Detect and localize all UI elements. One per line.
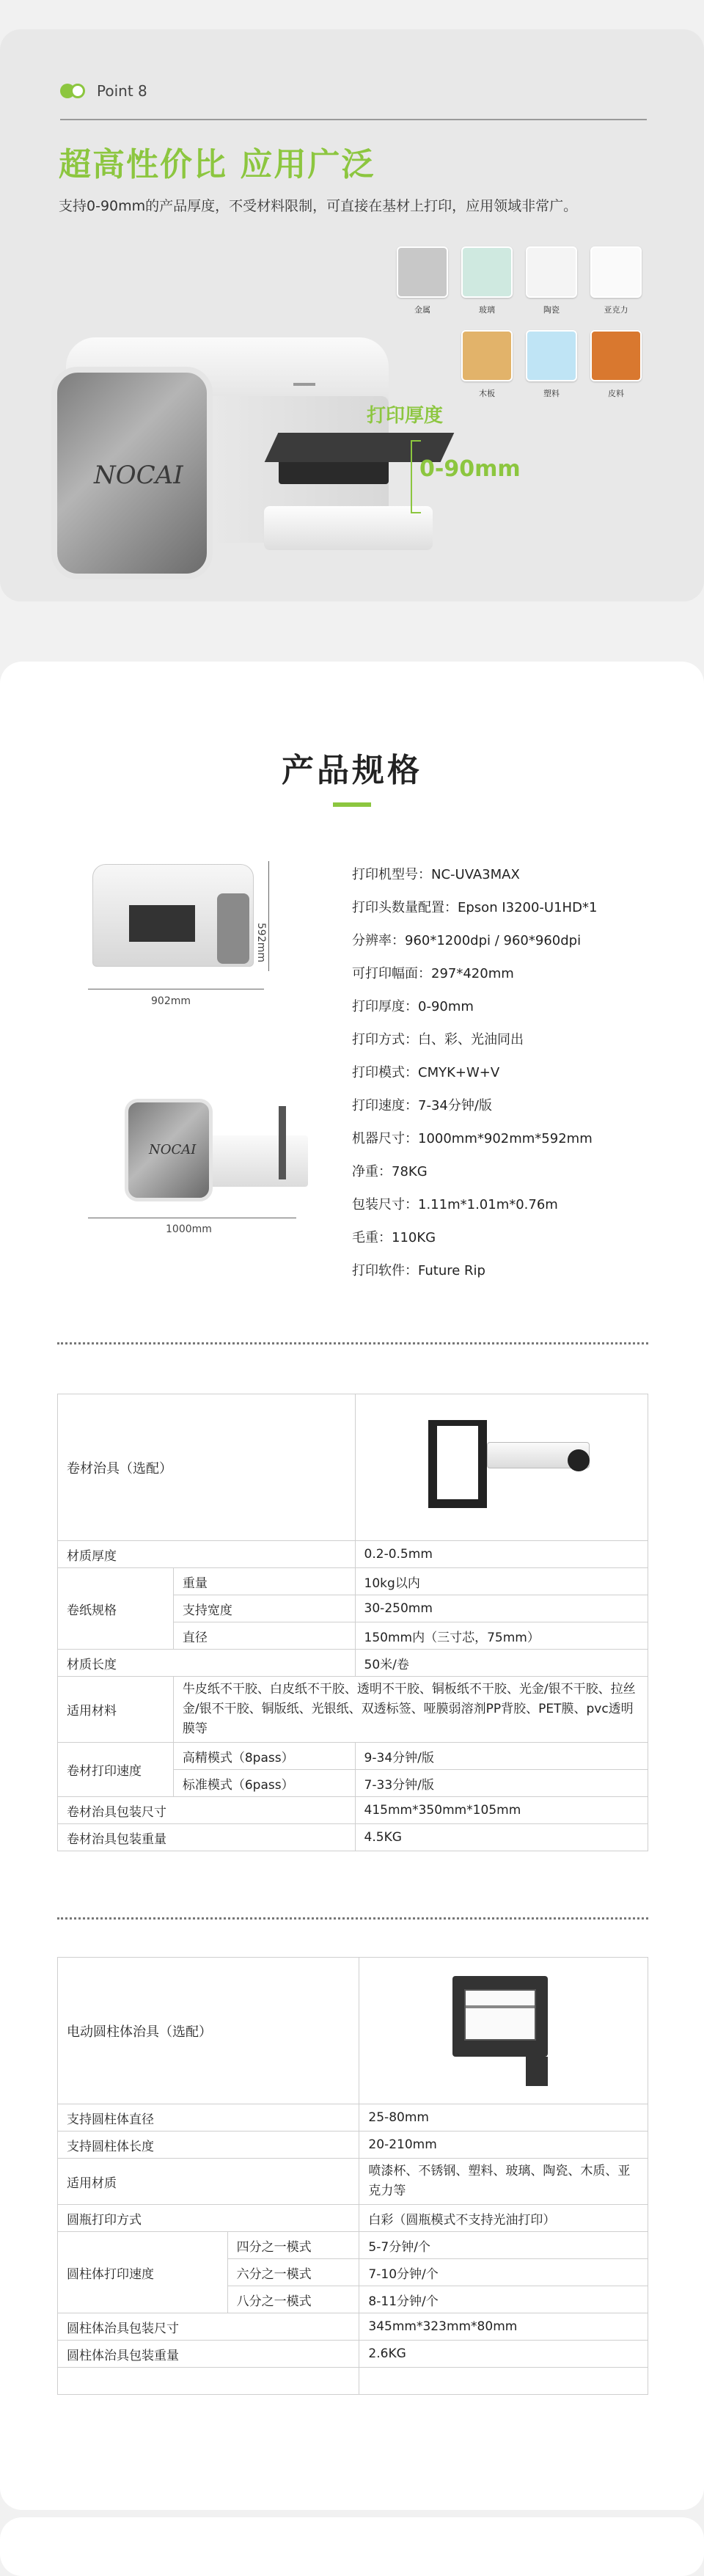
row-label: 卷材治具包装重量 xyxy=(58,1824,356,1851)
row-label: 圆瓶打印方式 xyxy=(58,2205,359,2232)
spec-thickness: 打印厚度：0-90mm xyxy=(352,999,474,1014)
dotted-divider xyxy=(57,1342,648,1344)
row-value: 喷漆杯、不锈钢、塑料、玻璃、陶瓷、木质、亚克力等 xyxy=(359,2159,648,2205)
table-row xyxy=(58,2313,648,2341)
fixture-roll xyxy=(568,1449,590,1471)
row-value: 30-250mm xyxy=(355,1595,648,1622)
print-thickness-range: 0-90mm xyxy=(419,456,521,482)
row-value: 0.2-0.5mm xyxy=(355,1541,648,1568)
table-row xyxy=(58,1743,648,1770)
row-value: 7-33分钟/版 xyxy=(355,1770,648,1797)
material-swatch-image xyxy=(461,330,513,381)
material-swatch xyxy=(525,246,578,315)
table-row xyxy=(58,2341,648,2368)
row-label: 支持圆柱体长度 xyxy=(58,2132,359,2159)
row-value: 4.5KG xyxy=(355,1824,648,1851)
material-swatch xyxy=(461,330,513,399)
printer-side-rail xyxy=(205,1135,308,1187)
roll-fixture-header: 卷材治具（选配） xyxy=(58,1394,356,1541)
point-indicator xyxy=(60,82,147,100)
feature-headline: 超高性价比 应用广泛 xyxy=(59,146,375,183)
row-sublabel: 八分之一模式 xyxy=(227,2286,359,2313)
printer-tray xyxy=(264,506,433,550)
spec-section xyxy=(0,662,704,2510)
row-label: 适用材质 xyxy=(58,2159,359,2205)
printer-front-side xyxy=(217,893,249,964)
printer-front-window xyxy=(129,905,195,942)
row-label: 圆柱体治具包装重量 xyxy=(58,2341,359,2368)
printer-side-image xyxy=(117,1099,293,1209)
fixture-inner xyxy=(464,1989,536,2041)
spec-package-size: 包装尺寸：1.11m*1.01m*0.76m xyxy=(352,1197,558,1212)
table-row xyxy=(58,1797,648,1824)
brand-logo: NOCAI xyxy=(149,1142,197,1157)
material-label: 金属 xyxy=(414,305,430,315)
table-row xyxy=(58,2205,648,2232)
roll-fixture-image xyxy=(414,1413,590,1523)
row-label: 圆柱体打印速度 xyxy=(58,2232,228,2313)
fixture-bar xyxy=(466,2005,535,2008)
row-label: 卷材治具包装尺寸 xyxy=(58,1797,356,1824)
printer-side-pole xyxy=(279,1106,286,1179)
printer-image xyxy=(51,337,433,579)
row-value: 9-34分钟/版 xyxy=(355,1743,648,1770)
row-value: 10kg以内 xyxy=(355,1568,648,1595)
spec-software: 打印软件：Future Rip xyxy=(352,1263,485,1278)
material-label: 亚克力 xyxy=(604,305,628,315)
cylinder-fixture-image-cell xyxy=(359,1958,648,2104)
table-row xyxy=(58,2104,648,2132)
spec-print-method: 打印方式：白、彩、光油同出 xyxy=(352,1032,524,1047)
row-label: 适用材料 xyxy=(58,1677,174,1743)
spec-machine-size: 机器尺寸：1000mm*902mm*592mm xyxy=(352,1131,593,1146)
cylinder-fixture-table xyxy=(57,1957,648,2395)
row-value: 牛皮纸不干胶、白皮纸不干胶、透明不干胶、铜板纸不干胶、光金/银不干胶、拉丝金/银不干胶、铜版纸、光银纸、双透标签、哑膜弱溶剂PP背胶、PET膜、pvc透明膜等 xyxy=(173,1677,648,1743)
material-swatch-image xyxy=(590,246,642,298)
material-label: 陶瓷 xyxy=(543,305,560,315)
material-swatches xyxy=(396,246,660,399)
spec-model: 打印机型号：NC-UVA3MAX xyxy=(352,867,520,882)
row-label: 卷纸规格 xyxy=(58,1568,174,1650)
material-label: 塑料 xyxy=(543,389,560,398)
row-value: 5-7分钟/个 xyxy=(359,2232,648,2259)
row-sublabel: 重量 xyxy=(173,1568,355,1595)
spec-title: 产品规格 xyxy=(282,752,422,789)
row-value: 20-210mm xyxy=(359,2132,648,2159)
row-value: 白彩（圆瓶模式不支持光油打印） xyxy=(359,2205,648,2232)
material-swatch xyxy=(590,246,642,315)
cylinder-fixture-header: 电动圆柱体治具（选配） xyxy=(58,1958,359,2104)
spec-printhead: 打印头数量配置：Epson I3200-U1HD*1 xyxy=(352,900,598,915)
row-label: 材质长度 xyxy=(58,1650,356,1677)
height-dimension: 592mm xyxy=(255,923,267,962)
empty-cell xyxy=(359,2368,648,2395)
fixture-frame xyxy=(428,1420,487,1508)
table-row xyxy=(58,2232,648,2259)
row-value: 415mm*350mm*105mm xyxy=(355,1797,648,1824)
row-label: 圆柱体治具包装尺寸 xyxy=(58,2313,359,2341)
row-sublabel: 支持宽度 xyxy=(173,1595,355,1622)
row-value: 25-80mm xyxy=(359,2104,648,2132)
row-label: 支持圆柱体直径 xyxy=(58,2104,359,2132)
table-row xyxy=(58,2132,648,2159)
spec-print-speed: 打印速度：7-34分钟/版 xyxy=(352,1098,492,1113)
material-swatch-image xyxy=(526,246,577,298)
table-row xyxy=(58,2368,648,2395)
material-swatch-image xyxy=(526,330,577,381)
material-swatch xyxy=(461,246,513,315)
row-label: 材质厚度 xyxy=(58,1541,356,1568)
table-row xyxy=(58,1568,648,1595)
table-row xyxy=(58,2159,648,2205)
dotted-divider xyxy=(57,1917,648,1920)
printer-side-box xyxy=(125,1099,213,1201)
table-row xyxy=(58,1677,648,1743)
row-sublabel: 高精模式（8pass） xyxy=(173,1743,355,1770)
roll-fixture-image-cell xyxy=(355,1394,648,1541)
feature-description: 支持0-90mm的产品厚度，不受材料限制，可直接在基材上打印，应用领域非常广。 xyxy=(59,198,578,214)
material-label: 木板 xyxy=(479,389,495,398)
table-row xyxy=(58,1541,648,1568)
roll-fixture-table xyxy=(57,1394,648,1851)
table-row xyxy=(58,1650,648,1677)
toggle-dots-icon xyxy=(60,84,89,98)
feature-section xyxy=(0,29,704,601)
row-label: 卷材打印速度 xyxy=(58,1743,174,1797)
divider xyxy=(60,119,647,120)
material-swatch-image xyxy=(590,330,642,381)
brand-logo: NOCAI xyxy=(94,461,183,490)
row-sublabel: 四分之一模式 xyxy=(227,2232,359,2259)
empty-cell xyxy=(58,2368,359,2395)
next-section-card xyxy=(0,2517,704,2576)
row-value: 50米/卷 xyxy=(355,1650,648,1677)
depth-dimension: 1000mm xyxy=(166,1223,212,1235)
material-label: 皮料 xyxy=(608,389,624,398)
spec-print-mode: 打印模式：CMYK+W+V xyxy=(352,1065,500,1080)
row-value: 2.6KG xyxy=(359,2341,648,2368)
fixture-foot xyxy=(526,2057,548,2086)
title-underline xyxy=(333,802,371,807)
material-swatch xyxy=(590,330,642,399)
print-thickness-label: 打印厚度 xyxy=(367,405,444,427)
row-value: 345mm*323mm*80mm xyxy=(359,2313,648,2341)
height-dimension-line xyxy=(268,861,269,971)
table-row xyxy=(58,1824,648,1851)
printer-badge xyxy=(293,383,315,386)
row-sublabel: 标准模式（6pass） xyxy=(173,1770,355,1797)
spec-gross-weight: 毛重：110KG xyxy=(352,1230,436,1245)
spec-resolution: 分辨率：960*1200dpi / 960*960dpi xyxy=(352,933,582,948)
material-swatch-image xyxy=(461,246,513,298)
row-sublabel: 六分之一模式 xyxy=(227,2259,359,2286)
material-label: 玻璃 xyxy=(479,305,495,315)
material-swatch xyxy=(525,330,578,399)
point-label: Point 8 xyxy=(97,82,147,100)
cylinder-fixture-image xyxy=(445,1976,562,2086)
row-value: 8-11分钟/个 xyxy=(359,2286,648,2313)
table-row xyxy=(58,1958,648,2104)
spec-print-area: 可打印幅面：297*420mm xyxy=(352,966,514,981)
printer-side-panel xyxy=(51,367,213,579)
spec-net-weight: 净重：78KG xyxy=(352,1164,428,1179)
material-swatch xyxy=(396,246,449,315)
row-sublabel: 直径 xyxy=(173,1622,355,1650)
spec-list xyxy=(352,858,597,1287)
row-value: 150mm内（三寸芯，75mm） xyxy=(355,1622,648,1650)
table-row xyxy=(58,1394,648,1541)
printer-front-image xyxy=(85,864,261,974)
width-dimension: 902mm xyxy=(151,995,191,1007)
material-swatch-image xyxy=(397,246,448,298)
row-value: 7-10分钟/个 xyxy=(359,2259,648,2286)
